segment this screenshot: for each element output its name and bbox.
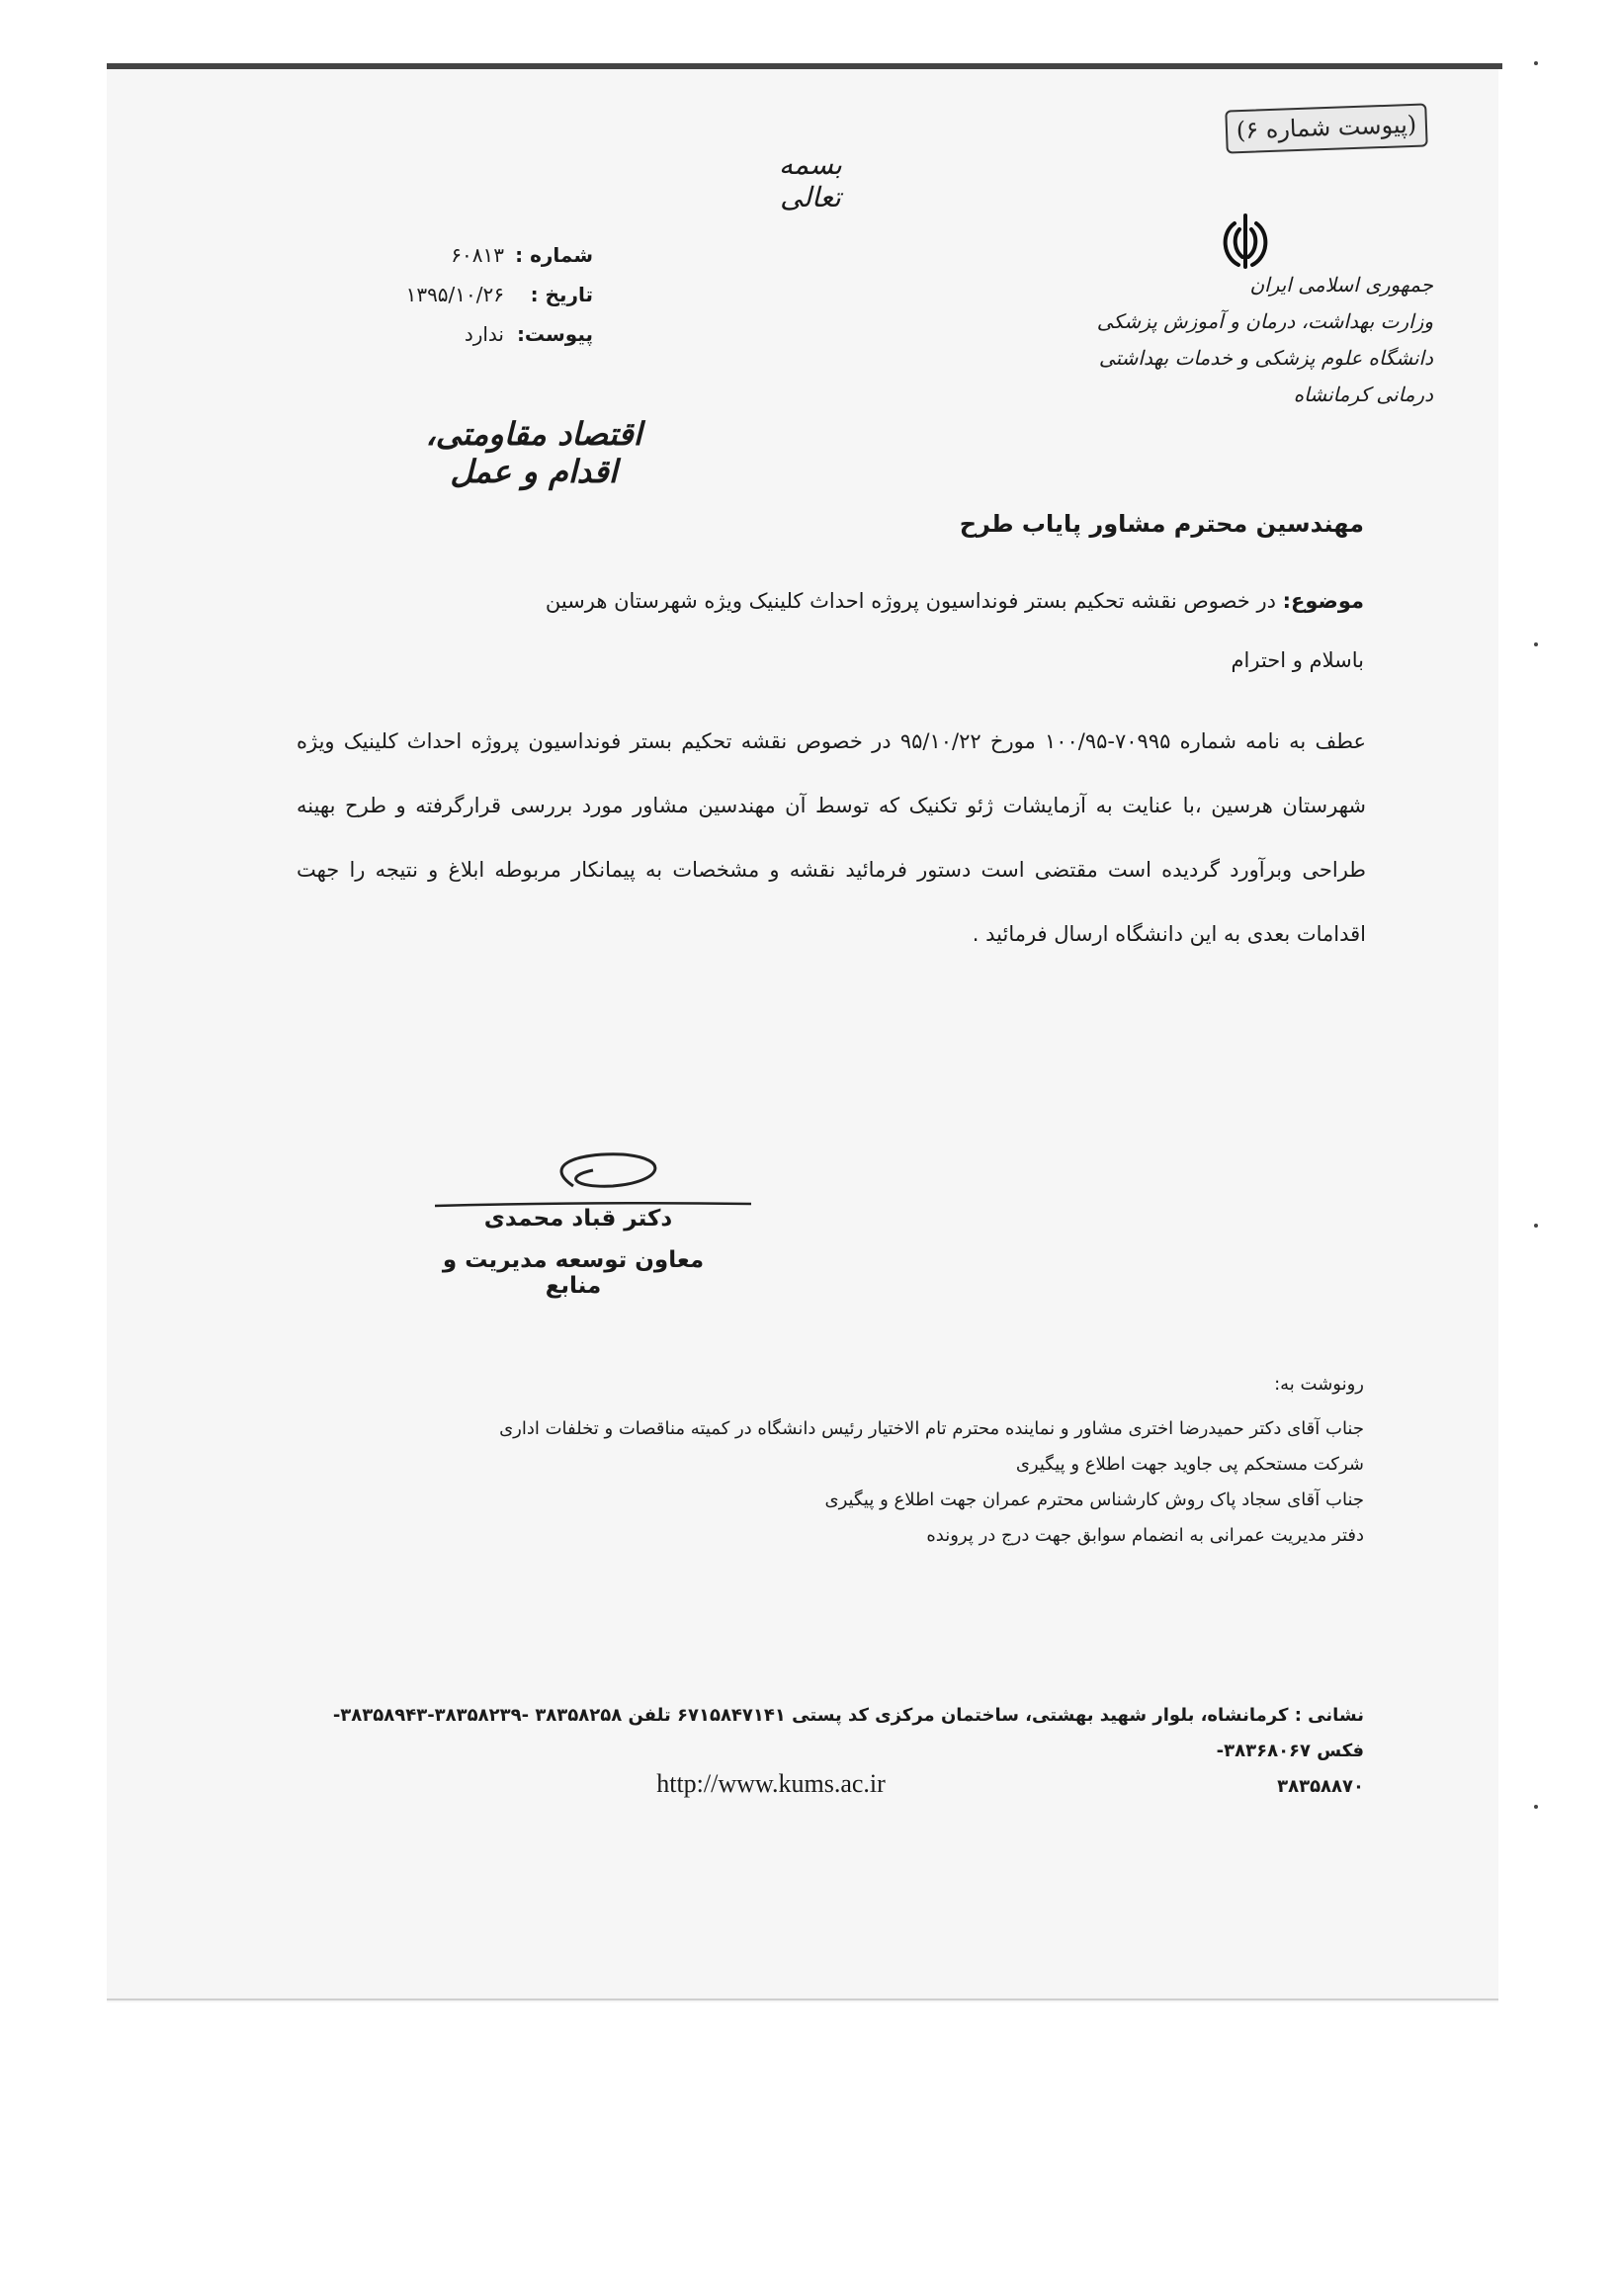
cc-heading: رونوشت به: <box>1274 1374 1364 1395</box>
scan-speck <box>1534 1224 1538 1228</box>
subject-line <box>514 589 1364 613</box>
address-line-2: ۳۸۳۵۸۸۷۰ <box>1277 1776 1364 1797</box>
letter-number: ۶۰۸۱۳ <box>451 243 504 267</box>
cc-item: جناب آقای دکتر حمیدرضا اختری مشاور و نماینده محترم تام الاختیار رئیس دانشگاه در کمیته مناقصات و تخلفات اداری <box>499 1418 1364 1439</box>
address-line-1: نشانی : کرمانشاه، بلوار شهید بهشتی، ساختمان مرکزی کد پستی ۶۷۱۵۸۴۷۱۴۱ تلفن ۳۸۳۵۸۲۵۸ -۳۸۳۵۸۲۳۹-۳۸۳۵۸۹۴۳- فکس ۳۸۳۶۸۰۶۷- <box>332 1705 1364 1761</box>
scan-speck <box>1534 642 1538 646</box>
attachment-value: ندارد <box>464 322 504 346</box>
attachment-label: پیوست: <box>516 322 593 346</box>
issuing-organization <box>1077 267 1433 413</box>
greeting: باسلام و احترام <box>1231 648 1364 672</box>
signer-title: معاون توسعه مدیریت و منابع <box>442 1247 705 1299</box>
header-org-line-2: وزارت بهداشت، درمان و آموزش پزشکی <box>1096 309 1433 333</box>
letter-date: ۱۳۹۵/۱۰/۲۶ <box>405 283 504 306</box>
scan-speck <box>1534 1805 1538 1809</box>
cc-item: دفتر مدیریت عمرانی به انضمام سوابق جهت درج در پرونده <box>926 1525 1364 1546</box>
date-label: تاریخ : <box>530 283 593 306</box>
website-link[interactable]: http://www.kums.ac.ir <box>656 1769 886 1798</box>
scan-speck <box>1534 61 1538 65</box>
cc-list <box>474 1411 1364 1554</box>
letter-meta-values <box>366 235 504 354</box>
header-org-line-3: دانشگاه علوم پزشکی و خدمات بهداشتی درمانی کرمانشاه <box>1098 346 1433 406</box>
subject-text: در خصوص نقشه تحکیم بستر فونداسیون پروژه احداث کلینیک ویژه شهرستان هرسین <box>545 589 1283 613</box>
motto: اقتصاد مقاومتی، اقدام و عمل <box>425 415 642 490</box>
cc-item: جناب آقای سجاد پاک روش کارشناس محترم عمران جهت اطلاع و پیگیری <box>824 1489 1364 1510</box>
scan-bottom-edge <box>107 1998 1498 2000</box>
letter-body: عطف به نامه شماره ۷۰۹۹۵-۱۰۰/۹۵ مورخ ۹۵/۱۰/۲۲ در خصوص نقشه تحکیم بستر فونداسیون پروژه احداث کلینیک ویژه شهرستان هرسین ،با عنایت به آزمایشات ژئو تکنیک که توسط آن مهندسین مشاور مورد بررسی قرارگرفته و طرح بهینه طراحی وبرآورد گردیده است مقتضی است دستور فرمائید نقشه و مشخصات به پیمانکار مربوطه ابلاغ و نتیجه را جهت اقدامات بعدی به این دانشگاه ارسال فرمائید . <box>297 729 1366 946</box>
basmala-heading: بسمه تعالی <box>779 148 842 213</box>
subject-label: موضوع: <box>1282 589 1364 613</box>
scan-edge-line <box>107 63 1502 69</box>
form-number-stamp: (پیوست شماره ۶) <box>1225 103 1427 153</box>
number-label: شماره : <box>515 243 593 267</box>
header-org-line-1: جمهوری اسلامی ایران <box>1249 273 1433 297</box>
addressee: مهندسین محترم مشاور پایاب طرح <box>959 510 1364 538</box>
signer-name: دکتر قباد محمدی <box>483 1206 673 1232</box>
cc-item: شرکت مستحکم پی جاوید جهت اطلاع و پیگیری <box>1015 1454 1364 1475</box>
